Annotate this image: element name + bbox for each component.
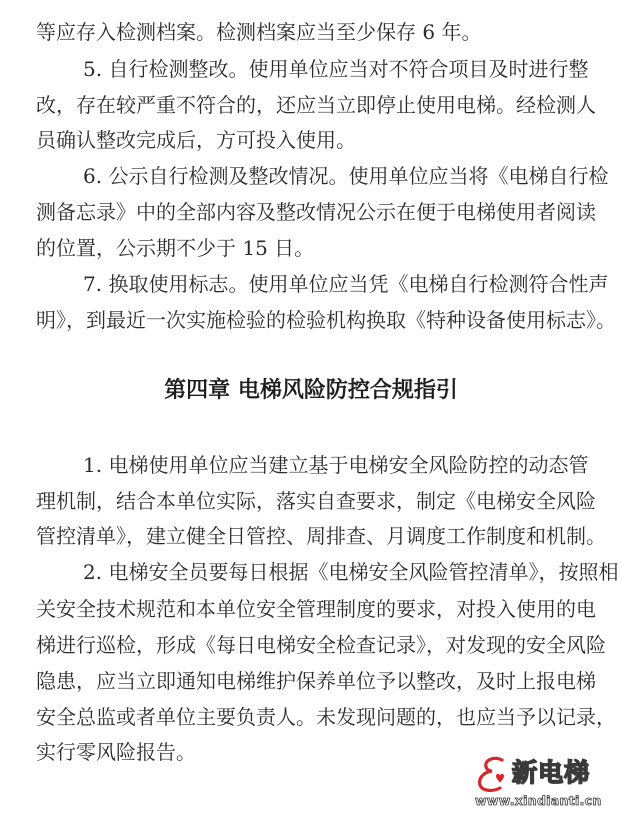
item-5-line-3: 员确认整改完成后，方可投入使用。 [36, 128, 356, 152]
item-2-line-5: 安全总监或者单位主要负责人。未发现问题的，也应当予以记录， [36, 705, 616, 729]
item-2-line-3: 梯进行巡检，形成《每日电梯安全检查记录》，对发现的安全风险 [36, 633, 606, 657]
item-7-line-1: 7. 换取使用标志。使用单位应当凭《电梯自行检测符合性声 [83, 272, 609, 296]
item-2-line-1: 2. 电梯安全员要每日根据《电梯安全风险管控清单》，按照相 [83, 560, 619, 584]
elevator-e-heart-logo-icon [476, 756, 510, 792]
watermark-title: 新电梯 [512, 758, 591, 787]
item-5-line-2: 改，存在较严重不符合的，还应当立即停止使用电梯。经检测人 [36, 93, 596, 117]
chapter-heading: 第四章 电梯风险防控合规指引 [164, 377, 458, 403]
item-1-line-1: 1. 电梯使用单位应当建立基于电梯安全风险防控的动态管 [83, 453, 589, 477]
item-2-line-4: 隐患，应当立即通知电梯维护保养单位予以整改，及时上报电梯 [36, 669, 596, 693]
item-2-line-2: 关安全技术规范和本单位安全管理制度的要求，对投入使用的电 [36, 597, 596, 621]
watermark-url: www.xindianti.cn [475, 793, 602, 808]
watermark [472, 754, 620, 812]
item-5-line-1: 5. 自行检测整改。使用单位应当对不符合项目及时进行整 [83, 57, 589, 81]
item-1-line-2: 理机制，结合本单位实际，落实自查要求，制定《电梯安全风险 [36, 489, 596, 513]
item-1-line-3: 管控清单》，建立健全日管控、周排查、月调度工作制度和机制。 [36, 524, 606, 548]
paragraph-line: 等应存入检测档案。检测档案应当至少保存 6 年。 [36, 20, 482, 44]
item-6-line-3: 的位置，公示期不少于 15 日。 [36, 236, 315, 260]
item-2-line-6: 实行零风险报告。 [36, 740, 196, 764]
item-6-line-1: 6. 公示自行检测及整改情况。使用单位应当将《电梯自行检 [83, 164, 609, 188]
item-6-line-2: 测备忘录》中的全部内容及整改情况公示在便于电梯使用者阅读 [36, 200, 596, 224]
item-7-line-2: 明》，到最近一次实施检验的检验机构换取《特种设备使用标志》。 [36, 308, 616, 332]
